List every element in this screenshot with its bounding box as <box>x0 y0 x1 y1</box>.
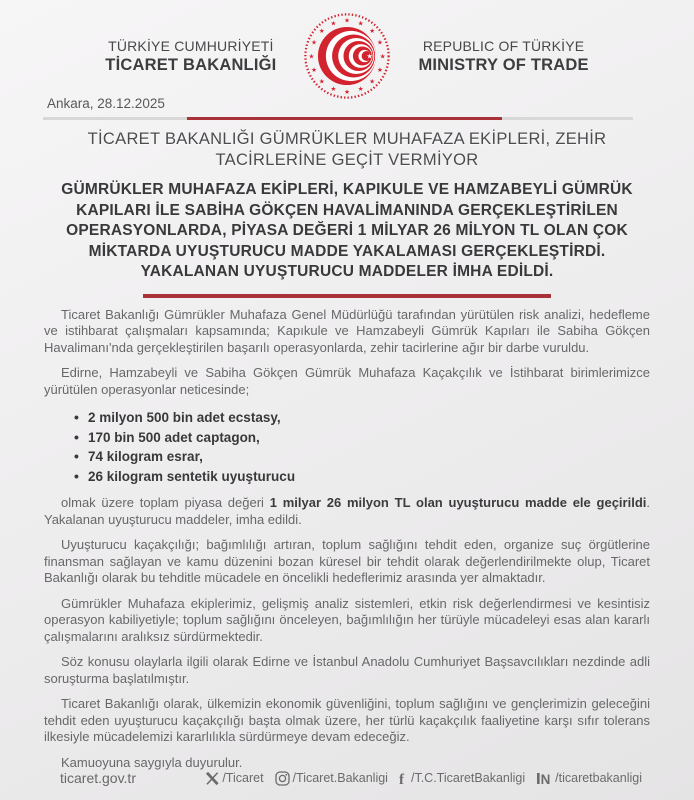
website-link[interactable]: ticaret.gov.tr <box>60 770 136 786</box>
subtitle-line: GÜMRÜKLER MUHAFAZA EKİPLERİ, KAPIKULE VE HAMZABEYLİ GÜMRÜK <box>61 181 633 198</box>
svg-text:★: ★ <box>319 28 326 36</box>
paragraph-closing: Kamuoyuna saygıyla duyurulur. <box>61 754 243 770</box>
svg-text:★: ★ <box>358 20 364 28</box>
title-line: TİCARET BAKANLIĞI GÜMRÜKLER MUHAFAZA EKİPLERİ, ZEHİR <box>87 130 607 148</box>
social-handle: /Ticaret.Bakanligi <box>292 771 388 785</box>
social-links <box>205 771 642 786</box>
svg-text:★: ★ <box>311 39 318 47</box>
seizure-list <box>74 408 650 486</box>
nsosyal-icon <box>536 771 552 785</box>
svg-text:★: ★ <box>319 78 326 86</box>
svg-text:★: ★ <box>377 39 384 47</box>
instagram-icon <box>275 771 290 786</box>
title-line: TACİRLERİNE GEÇİT VERMİYOR <box>215 151 479 169</box>
paragraph-capabilities: Gümrükler Muhafaza ekiplerimiz, gelişmiş analiz sistemleri, etkin risk değerlendirmesi ve kesintisiz operasyon kabiliyetiyle; toplum sağlığını önceleyen, bağımlılığın her türüyle mücadeleyi esas alan kararlı çalışmalarını aralıksız sürdürmektedir. <box>44 595 650 644</box>
header-divider <box>43 117 633 120</box>
header <box>0 0 694 100</box>
subtitle-line: MİKTARDA UYUŞTURUCU MADDE YAKALAMASI GERÇEKLEŞTİRDİ. <box>88 242 606 260</box>
org-name-english <box>418 38 588 75</box>
svg-text:★: ★ <box>369 78 376 86</box>
seizure-item-synthetic: • 26 kilogram sentetik uyuşturucu <box>74 467 650 487</box>
social-handle: /T.C.TicaretBakanligi <box>410 771 526 785</box>
svg-text:★: ★ <box>358 86 364 94</box>
org-turkish-line1: TÜRKİYE CUMHURİYETİ <box>108 37 274 54</box>
seizure-item-captagon: • 170 bin 500 adet captagon, <box>74 428 650 448</box>
subtitle-line: YAKALANAN UYUŞTURUCU MADDELER İMHA EDİLDİ. <box>140 263 554 280</box>
org-turkish-line2: TİCARET BAKANLIĞI <box>105 55 277 74</box>
social-handle: /Ticaret <box>222 771 264 785</box>
org-name-turkish <box>105 38 276 75</box>
paragraph-zero-tolerance: Ticaret Bakanlığı olarak, ülkemizin ekonomik güvenliğini, toplum sağlığını ve gençlerimizin geleceğini tehdit eden uyuşturucu kaçakçılığı başta olmak üzere, her türlü kaçakçılık faaliyetine karşı sıfır tolerans ilkesiyle mücadelemizi kararlılıkla sürdürmeye devam edeceğiz. <box>44 696 650 744</box>
press-release-body <box>0 307 694 772</box>
svg-text:★: ★ <box>380 53 386 61</box>
press-release-title <box>0 129 694 171</box>
social-link-nsosyal[interactable] <box>536 771 642 785</box>
paragraph-operations-intro: Edirne, Hamzabeyli ve Sabiha Gökçen Gümrük Muhafaza Kaçakçılık ve İstihbarat birimlerimizce yürütülen operasyonlar neticesinde; <box>44 365 650 397</box>
social-link-instagram[interactable] <box>275 771 388 786</box>
ministry-of-trade-logo <box>303 12 391 100</box>
total-value-suffix: . Yakalanan uyuşturucu maddeler, imha edildi. <box>44 495 650 527</box>
facebook-icon <box>399 771 408 786</box>
paragraph-threat-statement: Uyuşturucu kaçakçılığı; bağımlılığı artıran, toplum sağlığını tehdit eden, organize suç örgütlerine finansman sağlayan ve kamu düzenini bozan küresel bir tehdit olarak değerlendirilmekte olup, Ticaret Bakanlığı olarak bu tehditle mücadele en öncelikli hedeflerimiz arasında yer almaktadır. <box>44 537 650 585</box>
paragraph-total-value <box>44 495 650 528</box>
logo-crescent-star: ★ <box>366 53 374 61</box>
social-link-facebook[interactable] <box>399 771 525 786</box>
header-divider-red-segment <box>187 117 502 120</box>
total-value-prefix: olmak üzere toplam piyasa değeri <box>61 495 270 510</box>
svg-text:★: ★ <box>377 66 384 74</box>
social-link-x[interactable] <box>205 771 263 785</box>
seizure-item-cannabis: • 74 kilogram esrar, <box>74 447 650 467</box>
svg-text:f: f <box>398 771 404 786</box>
x-icon <box>205 772 219 785</box>
org-english-line2: MINISTRY OF TRADE <box>418 55 589 74</box>
press-release-subtitle <box>0 180 694 283</box>
svg-text:★: ★ <box>369 28 376 36</box>
svg-text:★: ★ <box>344 88 351 96</box>
paragraph-judicial-investigation: Söz konusu olaylarla ilgili olarak Edirne ve İstanbul Anadolu Cumhuriyet Başsavcılıkları nezdinde adli soruşturma başlatılmıştır. <box>44 654 650 686</box>
total-value-amount: 1 milyar 26 milyon TL olan uyuşturucu madde ele geçirildi <box>269 495 647 510</box>
svg-text:★: ★ <box>330 20 337 28</box>
svg-text:★: ★ <box>308 53 315 61</box>
svg-text:N: N <box>540 772 551 785</box>
seizure-item-ecstasy: • 2 milyon 500 bin adet ecstasy, <box>74 408 650 428</box>
subtitle-line: OPERASYONLARDA, PİYASA DEĞERİ 1 MİLYAR 26 MİLYON TL OLAN ÇOK <box>66 222 628 239</box>
footer <box>0 770 694 786</box>
subtitle-red-rule <box>143 294 551 298</box>
svg-text:★: ★ <box>311 66 318 74</box>
org-english-line1: REPUBLIC OF TÜRKİYE <box>422 37 585 54</box>
social-handle: /ticaretbakanligi <box>555 771 642 785</box>
svg-text:★: ★ <box>330 86 337 94</box>
subtitle-line: KAPILARI İLE SABİHA GÖKÇEN HAVALİMANINDA GERÇEKLEŞTİRİLEN <box>76 201 618 219</box>
dateline: Ankara, 28.12.2025 <box>47 96 165 111</box>
svg-text:★: ★ <box>344 17 351 25</box>
paragraph-risk-analysis: Ticaret Bakanlığı Gümrükler Muhafaza Genel Müdürlüğü tarafından yürütülen risk analizi, hedefleme ve istihbarat çalışmaları kapsamında; Kapıkule ve Hamzabeyli Gümrük Kapıları ile Sabiha Gökçen Havalimanı'nda gerçekleştirilen başarılı operasyonlarda, zehir tacirlerine ağır bir darbe vuruldu. <box>44 306 650 355</box>
